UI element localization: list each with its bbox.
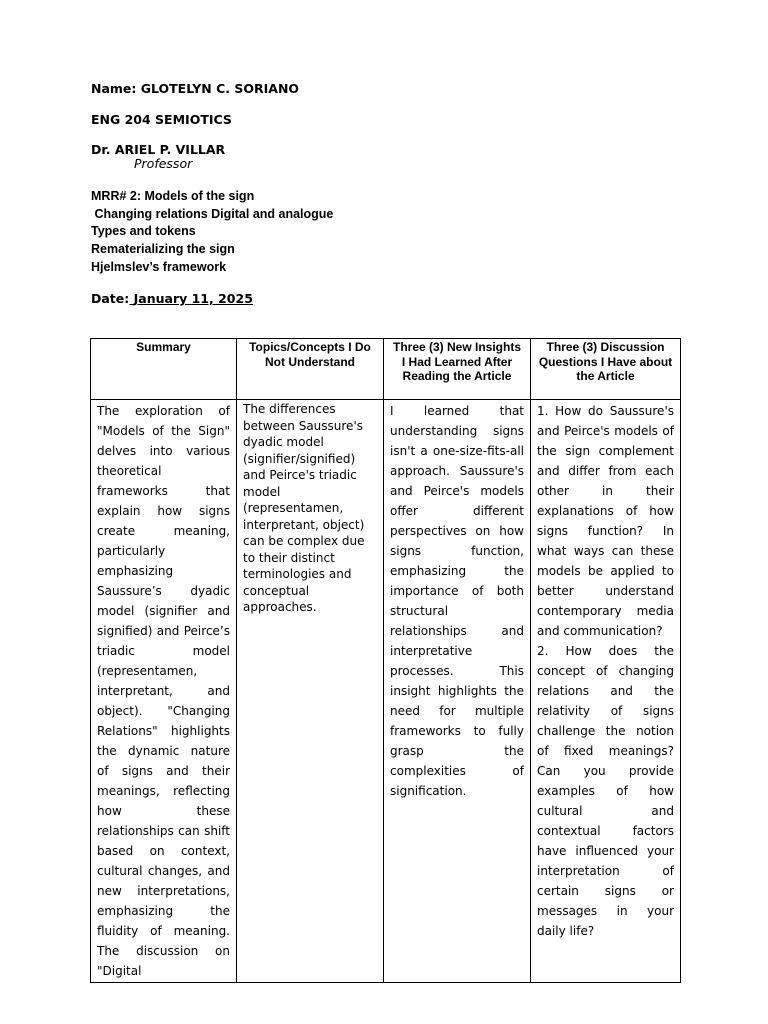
mrr-line: Rematerializing the sign [91, 242, 235, 257]
header-insights: Three (3) New Insights I Had Learned After Reading the Article [384, 339, 531, 400]
date-line [91, 291, 253, 306]
course-code: ENG 204 SEMIOTICS [91, 112, 232, 127]
questions-cell [531, 400, 681, 983]
professor-role: Professor [134, 156, 193, 171]
student-name: Name: GLOTELYN C. SORIANO [91, 81, 300, 96]
header-summary: Summary [91, 339, 237, 400]
header-questions: Three (3) Discussion Questions I Have about the Article [531, 339, 681, 400]
insights-cell: I learned that understanding signs isn't a one-size-fits-all approach. Saussure's and Peirce's models offer different perspectives on how signs function, emphasizing the importance of both structural relationships and interpretative processes. This insight highlights the need for multiple frameworks to fully grasp the complexities of signification. [384, 400, 531, 983]
mrr-line: Hjelmslev’s framework [91, 259, 227, 274]
table-row [91, 400, 681, 983]
table-header-row [91, 339, 681, 400]
date-value: January 11, 2025 [133, 291, 253, 306]
mrr-table [90, 338, 681, 983]
question-1: 1. How do Saussure's and Peirce's models of the sign complement and differ from each other in their explanations of how signs function? In what ways can these models be applied to better understand contemporary media and communication? [537, 404, 674, 638]
professor-name: Dr. ARIEL P. VILLAR [91, 142, 226, 157]
header-not-understood: Topics/Concepts I Do Not Understand [237, 339, 384, 400]
not-understood-cell: The differences between Saussure's dyadic model (signifier/signified) and Peirce's triadic model (representamen, interpretant, object) can be complex due to their distinct terminologies and conceptual approaches. [237, 400, 384, 983]
question-2: 2. How does the concept of changing relations and the relativity of signs challenge the notion of fixed meanings? Can you provide examples of how cultural and contextual factors have influenced your interpretation of certain signs or messages in your daily life? [537, 644, 674, 938]
mrr-line: Types and tokens [91, 224, 196, 239]
mrr-line: MRR# 2: Models of the sign [91, 189, 255, 203]
summary-cell: The exploration of "Models of the Sign" delves into various theoretical frameworks that explain how signs create meaning, particularly emphasizing Saussure’s dyadic model (signifier and signified) and Peirce’s triadic model (representamen, interpretant, and object). "Changing Relations" highlights the dynamic nature of signs and their meanings, reflecting how these relationships can shift based on context, cultural changes, and new interpretations, emphasizing the fluidity of meaning. The discussion on "Digital [91, 400, 237, 983]
mrr-topics [91, 188, 333, 277]
mrr-line: Changing relations Digital and analogue [91, 206, 334, 221]
date-label: Date: [91, 291, 130, 306]
